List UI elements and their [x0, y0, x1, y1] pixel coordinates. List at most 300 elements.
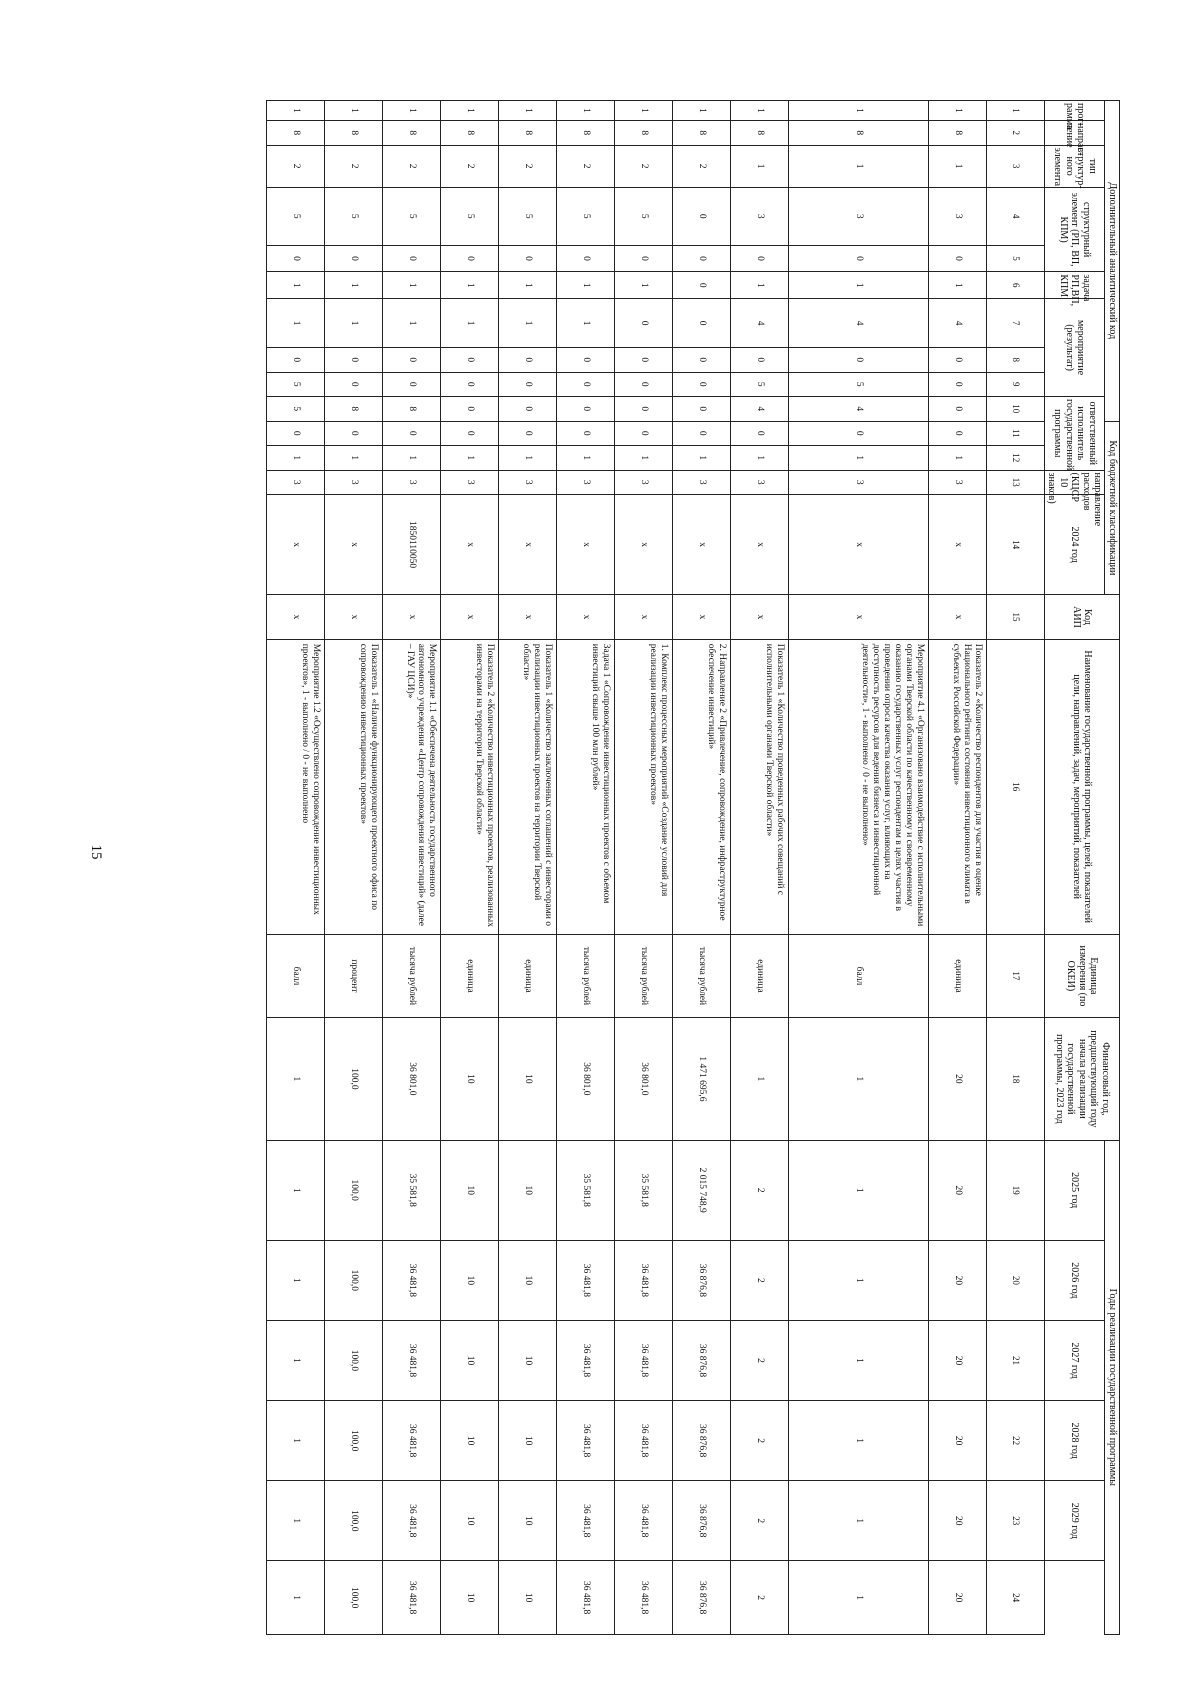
code-cell: 0: [325, 348, 383, 372]
code-cell: 1: [383, 101, 441, 121]
code-cell: 8: [557, 121, 615, 145]
base-year-value-cell: 1: [731, 1018, 789, 1140]
item-name-cell: 1. Комплекс процессных мероприятий «Создание условий для реализации инвестиционных проектов»: [615, 639, 673, 934]
base-year-value-cell: 36 801,0: [383, 1018, 441, 1140]
year-value-cell: 100,0: [325, 1561, 383, 1635]
code-cell: 0: [673, 421, 731, 445]
year-value-cell: 2: [731, 1240, 789, 1320]
year-value-cell: 10: [499, 1401, 557, 1481]
code-cell: 2: [325, 145, 383, 187]
year-value-cell: 35 581,8: [383, 1140, 441, 1240]
code-cell: 2: [267, 145, 325, 187]
page-number: 15: [88, 844, 104, 860]
unit-cell: единица: [441, 934, 499, 1017]
table-row: [499, 101, 557, 1635]
column-number-cell: 1: [987, 101, 1045, 121]
aip-code-cell: х: [499, 595, 557, 640]
col-task-header: задача РП,ВП, КПМ: [1045, 272, 1106, 299]
year-value-cell: 2: [731, 1401, 789, 1481]
code-cell: 3: [615, 470, 673, 494]
expense-code-cell: 1850110050: [383, 495, 441, 595]
code-cell: 1: [557, 272, 615, 299]
column-number-cell: 23: [987, 1481, 1045, 1561]
code-cell: 1: [789, 101, 929, 121]
col-unit-header: Единица измерения (по ОКЕИ): [1045, 934, 1120, 1017]
year-value-cell: 36 481,8: [615, 1481, 673, 1561]
code-cell: 0: [325, 372, 383, 396]
code-cell: 8: [383, 397, 441, 422]
year-value-cell: 20: [929, 1320, 987, 1400]
year-value-cell: 36 876,8: [673, 1320, 731, 1400]
code-cell: 1: [441, 446, 499, 470]
code-cell: 0: [615, 299, 673, 348]
column-number-cell: 6: [987, 272, 1045, 299]
column-number-cell: 19: [987, 1140, 1045, 1240]
code-cell: 0: [499, 372, 557, 396]
code-cell: 0: [325, 245, 383, 272]
code-cell: 5: [499, 187, 557, 245]
rotated-table-container: [165, 100, 1120, 1635]
expense-code-cell: х: [673, 495, 731, 595]
code-cell: 1: [441, 272, 499, 299]
code-cell: 1: [673, 101, 731, 121]
code-cell: 3: [789, 470, 929, 494]
year-value-cell: 36 481,8: [615, 1401, 673, 1481]
code-cell: 0: [615, 421, 673, 445]
year-value-cell: 1: [267, 1140, 325, 1240]
code-cell: 1: [615, 446, 673, 470]
code-cell: 1: [731, 272, 789, 299]
code-cell: 1: [325, 446, 383, 470]
code-cell: 1: [789, 272, 929, 299]
code-cell: 0: [929, 397, 987, 422]
code-cell: 1: [929, 145, 987, 187]
code-cell: 0: [499, 397, 557, 422]
code-cell: 1: [929, 101, 987, 121]
code-cell: 0: [557, 421, 615, 445]
code-cell: 0: [267, 421, 325, 445]
column-number-cell: 24: [987, 1561, 1045, 1635]
year-value-cell: 2: [731, 1320, 789, 1400]
item-name-cell: Мероприятие 1.1 «Обеспечена деятельность государственного автономного учреждения «Центр сопровождения инвестиций» (далее – ГАУ ЦСИ)»: [383, 639, 441, 934]
year-value-cell: 20: [929, 1240, 987, 1320]
code-cell: 0: [731, 348, 789, 372]
year-value-cell: 1: [267, 1401, 325, 1481]
code-cell: 0: [557, 245, 615, 272]
code-cell: 0: [383, 421, 441, 445]
col-direction-header: направ- ление: [1045, 121, 1106, 145]
year-2028-header: 2028 год: [1045, 1401, 1106, 1481]
column-number-cell: 10: [987, 397, 1045, 422]
code-cell: 3: [325, 470, 383, 494]
code-cell: 3: [731, 470, 789, 494]
code-cell: 1: [267, 446, 325, 470]
code-cell: 2: [499, 145, 557, 187]
year-value-cell: 36 481,8: [383, 1320, 441, 1400]
item-name-cell: Показатель 2 «Количество респондентов для участия в оценке Национального рейтинга состояния инвестиционного климата в субъектах Российской Федерации»: [929, 639, 987, 934]
code-cell: 0: [789, 421, 929, 445]
unit-cell: балл: [267, 934, 325, 1017]
code-cell: 0: [441, 421, 499, 445]
year-value-cell: 36 481,8: [557, 1561, 615, 1635]
code-cell: 3: [383, 470, 441, 494]
column-number-cell: 22: [987, 1401, 1045, 1481]
code-cell: 1: [499, 272, 557, 299]
code-cell: 4: [731, 397, 789, 422]
item-name-cell: Показатель 1 «Количество проведенных рабочих совещаний с исполнительными органами Тверской области»: [731, 639, 789, 934]
code-cell: 0: [673, 245, 731, 272]
year-value-cell: 1: [267, 1561, 325, 1635]
base-year-value-cell: 1: [789, 1018, 929, 1140]
code-cell: 0: [383, 372, 441, 396]
year-value-cell: 10: [441, 1481, 499, 1561]
code-cell: 8: [441, 121, 499, 145]
program-table: [266, 100, 1120, 1635]
column-number-cell: 4: [987, 187, 1045, 245]
unit-cell: тысяча рублей: [615, 934, 673, 1017]
code-cell: 3: [557, 470, 615, 494]
code-cell: 1: [731, 145, 789, 187]
code-cell: 4: [929, 299, 987, 348]
code-cell: 0: [673, 187, 731, 245]
expense-code-cell: х: [557, 495, 615, 595]
code-cell: 0: [615, 348, 673, 372]
code-cell: 3: [441, 470, 499, 494]
unit-cell: процент: [325, 934, 383, 1017]
code-cell: 8: [267, 121, 325, 145]
year-value-cell: 1: [267, 1481, 325, 1561]
base-year-value-cell: 1: [267, 1018, 325, 1140]
year-value-cell: 36 481,8: [557, 1481, 615, 1561]
column-number-cell: 11: [987, 421, 1045, 445]
code-cell: 4: [731, 299, 789, 348]
code-cell: 3: [731, 187, 789, 245]
year-value-cell: 10: [441, 1240, 499, 1320]
code-cell: 1: [789, 145, 929, 187]
year-value-cell: 10: [499, 1320, 557, 1400]
unit-cell: единица: [731, 934, 789, 1017]
code-cell: 2: [441, 145, 499, 187]
code-cell: 1: [929, 446, 987, 470]
code-cell: 0: [673, 299, 731, 348]
code-cell: 0: [615, 372, 673, 396]
code-cell: 1: [499, 101, 557, 121]
code-cell: 1: [731, 101, 789, 121]
code-cell: 8: [731, 121, 789, 145]
code-cell: 5: [557, 187, 615, 245]
item-name-cell: 2. Направление 2 «Привлечение, сопровождение, инфраструктурное обеспечение инвестиций»: [673, 639, 731, 934]
year-2026-header: 2026 год: [1045, 1240, 1106, 1320]
item-name-cell: Показатель 1 «Наличие функционирующего проектного офиса по сопровождению инвестиционных проектов»: [325, 639, 383, 934]
base-year-value-cell: 20: [929, 1018, 987, 1140]
col-name-header: Наименование государственной программы, целей, показателей цели, направлений, задач, мероприятий, показателей: [1045, 639, 1120, 934]
year-value-cell: 10: [441, 1320, 499, 1400]
column-number-cell: 17: [987, 934, 1045, 1017]
table-row: [383, 101, 441, 1635]
code-cell: 1: [615, 272, 673, 299]
code-cell: 0: [731, 245, 789, 272]
unit-cell: тысяча рублей: [557, 934, 615, 1017]
group-budget-header: Код бюджетной классификации: [1105, 421, 1120, 595]
base-year-value-cell: 36 801,0: [615, 1018, 673, 1140]
base-year-value-cell: 10: [499, 1018, 557, 1140]
expense-code-cell: х: [441, 495, 499, 595]
code-cell: 1: [557, 299, 615, 348]
year-value-cell: 36 876,8: [673, 1481, 731, 1561]
code-cell: 0: [615, 397, 673, 422]
year-2027-header: 2027 год: [1045, 1320, 1106, 1400]
table-row: [615, 101, 673, 1635]
code-cell: 1: [673, 446, 731, 470]
table-row: [929, 101, 987, 1635]
aip-code-cell: х: [557, 595, 615, 640]
year-value-cell: 36 481,8: [383, 1561, 441, 1635]
year-value-cell: 20: [929, 1140, 987, 1240]
code-cell: 1: [383, 446, 441, 470]
code-cell: 0: [929, 421, 987, 445]
code-cell: 1: [325, 101, 383, 121]
code-cell: 1: [325, 272, 383, 299]
code-cell: 1: [441, 299, 499, 348]
aip-code-cell: х: [267, 595, 325, 640]
year-value-cell: 10: [441, 1561, 499, 1635]
year-value-cell: 36 481,8: [615, 1320, 673, 1400]
code-cell: 0: [789, 348, 929, 372]
code-cell: 0: [441, 348, 499, 372]
code-cell: 8: [383, 121, 441, 145]
table-row: [673, 101, 731, 1635]
aip-code-cell: х: [615, 595, 673, 640]
year-value-cell: 36 481,8: [557, 1401, 615, 1481]
code-cell: 8: [615, 121, 673, 145]
column-number-cell: 5: [987, 245, 1045, 272]
code-cell: 3: [499, 470, 557, 494]
year-value-cell: 20: [929, 1561, 987, 1635]
code-cell: 0: [441, 372, 499, 396]
code-cell: 5: [267, 397, 325, 422]
code-cell: 8: [499, 121, 557, 145]
code-cell: 2: [383, 145, 441, 187]
col-struct-header: структурный элемент (РП, ВП, КПМ): [1045, 187, 1106, 272]
item-name-cell: Мероприятие 4.1 «Организовано взаимодействие с исполнительными органами Тверской области по качественному и своевременному оказанию государственных услуг респондентам в целях участия в проведении опроса качества оказания услуг, влияющих на доступность ресурсов для ведения бизнеса и инвестиционной деятельности», 1 - выполнено / 0 - не выполнено»: [789, 639, 929, 934]
code-cell: 5: [267, 187, 325, 245]
col-base-header: Финансовый год, предшествующий году начала реализации государственной программы, 2023 год: [1045, 1018, 1120, 1140]
column-number-cell: 2: [987, 121, 1045, 145]
code-cell: 1: [383, 299, 441, 348]
table-row: [325, 101, 383, 1635]
expense-code-cell: х: [929, 495, 987, 595]
year-2029-header: 2029 год: [1045, 1481, 1106, 1561]
column-number-cell: 21: [987, 1320, 1045, 1400]
year-value-cell: 1: [789, 1401, 929, 1481]
code-cell: 2: [673, 145, 731, 187]
year-value-cell: 36 481,8: [615, 1240, 673, 1320]
table-row: [441, 101, 499, 1635]
table-row: [789, 101, 929, 1635]
year-value-cell: 10: [499, 1240, 557, 1320]
code-cell: 8: [325, 121, 383, 145]
year-value-cell: 36 876,8: [673, 1240, 731, 1320]
code-cell: 0: [557, 348, 615, 372]
code-cell: 1: [557, 446, 615, 470]
expense-code-cell: х: [615, 495, 673, 595]
code-cell: 0: [267, 348, 325, 372]
code-cell: 5: [441, 187, 499, 245]
unit-cell: единица: [929, 934, 987, 1017]
code-cell: 5: [325, 187, 383, 245]
column-number-cell: 9: [987, 372, 1045, 396]
code-cell: 5: [731, 372, 789, 396]
aip-code-cell: х: [325, 595, 383, 640]
item-name-cell: Показатель 1 «Количество заключенных соглашений с инвесторами о реализации инвестиционных проектов на территории Тверской области»: [499, 639, 557, 934]
year-value-cell: 36 481,8: [557, 1320, 615, 1400]
code-cell: 5: [789, 372, 929, 396]
table-row: [557, 101, 615, 1635]
year-2024-header: 2024 год: [1045, 495, 1106, 595]
code-cell: 1: [499, 446, 557, 470]
code-cell: 0: [383, 245, 441, 272]
year-value-cell: 10: [441, 1401, 499, 1481]
table-row: [267, 101, 325, 1635]
code-cell: 0: [557, 397, 615, 422]
year-value-cell: 1: [267, 1320, 325, 1400]
code-cell: 0: [789, 245, 929, 272]
col-executor-header: ответственный исполнитель государственной программы: [1045, 397, 1106, 471]
unit-cell: балл: [789, 934, 929, 1017]
code-cell: 0: [929, 348, 987, 372]
year-value-cell: 10: [499, 1140, 557, 1240]
code-cell: 1: [267, 272, 325, 299]
column-number-cell: 14: [987, 495, 1045, 595]
year-2025-header: 2025 год: [1045, 1140, 1106, 1240]
code-cell: 3: [929, 470, 987, 494]
col-expense-header: направление расходов (КЦСР 10 знаков): [1045, 470, 1106, 494]
code-cell: 0: [557, 372, 615, 396]
table-body: [267, 101, 1045, 1635]
year-value-cell: 36 481,8: [383, 1401, 441, 1481]
code-cell: 1: [441, 101, 499, 121]
year-value-cell: 1: [789, 1561, 929, 1635]
year-value-cell: 2: [731, 1561, 789, 1635]
year-value-cell: 1: [789, 1320, 929, 1400]
unit-cell: единица: [499, 934, 557, 1017]
code-cell: 1: [383, 272, 441, 299]
code-cell: 1: [267, 101, 325, 121]
aip-code-cell: х: [441, 595, 499, 640]
year-value-cell: 10: [499, 1481, 557, 1561]
expense-code-cell: х: [267, 495, 325, 595]
base-year-value-cell: 1 471 695,6: [673, 1018, 731, 1140]
year-value-cell: 20: [929, 1401, 987, 1481]
code-cell: 0: [929, 372, 987, 396]
code-cell: 4: [789, 299, 929, 348]
year-value-cell: 1: [789, 1240, 929, 1320]
column-number-cell: 13: [987, 470, 1045, 494]
code-cell: 0: [383, 348, 441, 372]
code-cell: 1: [499, 299, 557, 348]
column-number-cell: 18: [987, 1018, 1045, 1140]
code-cell: 8: [325, 397, 383, 422]
code-cell: 0: [499, 348, 557, 372]
code-cell: 0: [325, 421, 383, 445]
code-cell: 1: [731, 446, 789, 470]
code-cell: 8: [673, 121, 731, 145]
year-value-cell: 35 581,8: [557, 1140, 615, 1240]
col-type-header: тип структур- ного элемента: [1045, 145, 1106, 187]
code-cell: 0: [929, 245, 987, 272]
column-number-row: [987, 101, 1045, 1635]
code-cell: 8: [929, 121, 987, 145]
base-year-value-cell: 36 801,0: [557, 1018, 615, 1140]
code-cell: 0: [267, 245, 325, 272]
code-cell: 0: [673, 348, 731, 372]
code-cell: 5: [383, 187, 441, 245]
code-cell: 1: [929, 272, 987, 299]
year-value-cell: 36 481,8: [383, 1240, 441, 1320]
item-name-cell: Мероприятие 1.2 «Осуществлено сопровождение инвестиционных проектов», 1 - выполнено / 0 - не выполнено: [267, 639, 325, 934]
code-cell: 5: [267, 372, 325, 396]
aip-code-cell: х: [731, 595, 789, 640]
aip-code-cell: х: [929, 595, 987, 640]
year-value-cell: 36 481,8: [615, 1561, 673, 1635]
year-value-cell: 100,0: [325, 1320, 383, 1400]
group-analytical-header: Дополнительный аналитический код: [1105, 101, 1120, 422]
expense-code-cell: х: [789, 495, 929, 595]
expense-code-cell: х: [325, 495, 383, 595]
year-value-cell: 100,0: [325, 1401, 383, 1481]
code-cell: 0: [499, 421, 557, 445]
code-cell: 0: [615, 245, 673, 272]
base-year-value-cell: 10: [441, 1018, 499, 1140]
year-value-cell: 20: [929, 1481, 987, 1561]
year-value-cell: 36 481,8: [557, 1240, 615, 1320]
year-value-cell: 2 015 748,9: [673, 1140, 731, 1240]
code-cell: 3: [267, 470, 325, 494]
code-cell: 3: [789, 187, 929, 245]
year-value-cell: 1: [789, 1481, 929, 1561]
unit-cell: тысяча рублей: [673, 934, 731, 1017]
column-number-cell: 3: [987, 145, 1045, 187]
year-value-cell: 2: [731, 1140, 789, 1240]
year-value-cell: 35 581,8: [615, 1140, 673, 1240]
aip-code-cell: х: [789, 595, 929, 640]
code-cell: 1: [267, 299, 325, 348]
code-cell: 0: [499, 245, 557, 272]
year-value-cell: 10: [441, 1140, 499, 1240]
code-cell: 2: [615, 145, 673, 187]
code-cell: 0: [441, 245, 499, 272]
code-cell: 0: [673, 372, 731, 396]
code-cell: 5: [615, 187, 673, 245]
code-cell: 3: [929, 187, 987, 245]
code-cell: 0: [441, 397, 499, 422]
unit-cell: тысяча рублей: [383, 934, 441, 1017]
year-value-cell: 100,0: [325, 1481, 383, 1561]
item-name-cell: Показатель 2 «Количество инвестиционных проектов, реализованных инвесторами на территории Тверской области»: [441, 639, 499, 934]
year-value-cell: 1: [789, 1140, 929, 1240]
base-year-value-cell: 100,0: [325, 1018, 383, 1140]
col-program-header: прог- рамма: [1045, 101, 1106, 121]
aip-code-cell: х: [673, 595, 731, 640]
column-number-cell: 7: [987, 299, 1045, 348]
code-cell: 8: [789, 121, 929, 145]
code-cell: 2: [557, 145, 615, 187]
year-value-cell: 10: [499, 1561, 557, 1635]
col-aip-header: Код АИП: [1045, 595, 1120, 640]
year-value-cell: 100,0: [325, 1140, 383, 1240]
code-cell: 1: [789, 446, 929, 470]
year-value-cell: 100,0: [325, 1240, 383, 1320]
